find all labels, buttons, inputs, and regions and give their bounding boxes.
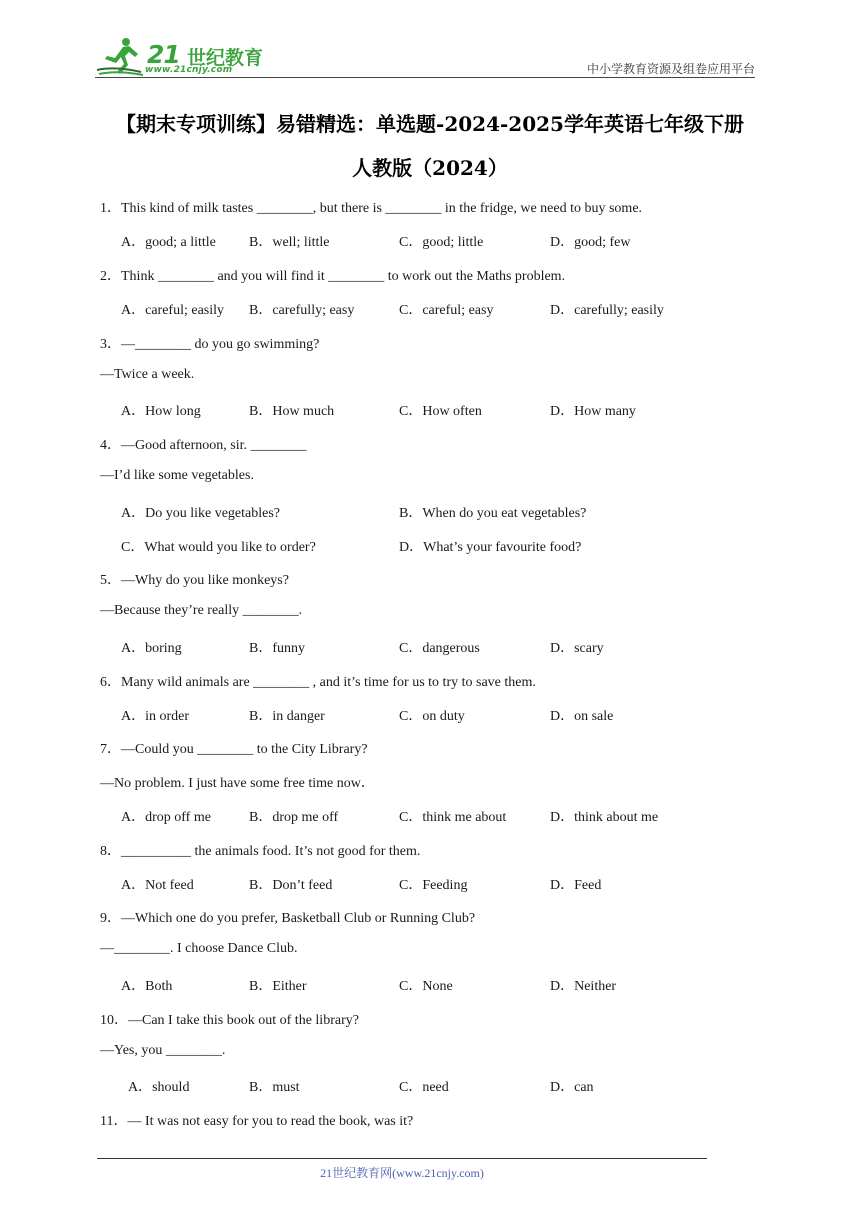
question-5-option-c: C．dangerous bbox=[399, 641, 480, 656]
question-6-option-c: C．on duty bbox=[399, 709, 465, 724]
footer-link[interactable]: 21世纪教育网(www.21cnjy.com) bbox=[320, 1166, 484, 1180]
question-2-option-c: C．careful; easy bbox=[399, 303, 494, 318]
question-1-stem: 1．This kind of milk tastes ________, but there is ________ in the fridge, we need to buy some. bbox=[100, 201, 643, 216]
question-5-dialogue: —Because they’re really ________. bbox=[100, 603, 303, 618]
runner-icon bbox=[95, 36, 147, 78]
question-6-stem: 6．Many wild animals are ________ , and it’s time for us to try to save them. bbox=[100, 675, 536, 690]
header-divider bbox=[95, 77, 755, 78]
question-8-option-b: B．Don’t feed bbox=[249, 878, 333, 893]
question-3-stem: 3．—________ do you go swimming? bbox=[100, 337, 320, 352]
page-header bbox=[95, 36, 755, 80]
question-9-dialogue: —________. I choose Dance Club. bbox=[100, 941, 298, 956]
question-7-option-d: D．think about me bbox=[550, 810, 659, 825]
question-10-stem: 10．—Can I take this book out of the library? bbox=[100, 1013, 359, 1028]
question-8-option-d: D．Feed bbox=[550, 878, 602, 893]
question-5-option-b: B．funny bbox=[249, 641, 305, 656]
document-title-line-2: 人教版（2024） bbox=[352, 156, 508, 180]
question-8-stem: 8．__________ the animals food. It’s not good for them. bbox=[100, 844, 421, 859]
question-6-option-a: A．in order bbox=[121, 709, 190, 724]
question-7-stem: 7．—Could you ________ to the City Library? bbox=[100, 742, 368, 757]
question-7-option-c: C．think me about bbox=[399, 810, 507, 825]
question-9-option-b: B．Either bbox=[249, 979, 307, 994]
question-8-option-c: C．Feeding bbox=[399, 878, 468, 893]
question-4-option-a: A．Do you like vegetables? bbox=[121, 506, 281, 521]
footer-divider bbox=[97, 1158, 707, 1159]
question-6-option-d: D．on sale bbox=[550, 709, 614, 724]
question-1-option-d: D．good; few bbox=[550, 235, 631, 250]
question-2-option-b: B．carefully; easy bbox=[249, 303, 355, 318]
question-4-option-b: B．When do you eat vegetables? bbox=[399, 506, 587, 521]
question-10-option-a: A．should bbox=[128, 1080, 190, 1095]
question-4-option-c: C．What would you like to order? bbox=[121, 540, 316, 555]
document-title-line-1: 【期末专项训练】易错精选：单选题-2024-2025学年英语七年级下册 bbox=[116, 112, 744, 136]
question-2-option-d: D．carefully; easily bbox=[550, 303, 664, 318]
question-1-option-b: B．well; little bbox=[249, 235, 330, 250]
question-4-stem: 4．—Good afternoon, sir. ________ bbox=[100, 438, 307, 453]
header-platform-text: 中小学教育资源及组卷应用平台 bbox=[586, 62, 755, 76]
question-5-option-a: A．boring bbox=[121, 641, 182, 656]
question-1-option-c: C．good; little bbox=[399, 235, 484, 250]
question-8-option-a: A．Not feed bbox=[121, 878, 194, 893]
question-7-dialogue: —No problem. I just have some free time now． bbox=[100, 776, 375, 791]
question-9-stem: 9．—Which one do you prefer, Basketball Club or Running Club? bbox=[100, 911, 476, 926]
site-logo[interactable] bbox=[95, 36, 265, 78]
question-1-option-a: A．good; a little bbox=[121, 235, 216, 250]
logo-number: 21 bbox=[147, 40, 180, 69]
question-5-option-d: D．scary bbox=[550, 641, 604, 656]
question-2-stem: 2．Think ________ and you will find it ________ to work out the Maths problem. bbox=[100, 269, 566, 284]
question-4-option-d: D．What’s your favourite food? bbox=[399, 540, 582, 555]
question-11-stem: 11．— It was not easy for you to read the book, was it? bbox=[100, 1114, 414, 1129]
question-10-option-c: C．need bbox=[399, 1080, 449, 1095]
question-3-option-d: D．How many bbox=[550, 404, 636, 419]
question-10-option-b: B．must bbox=[249, 1080, 300, 1095]
question-2-option-a: A．careful; easily bbox=[121, 303, 225, 318]
question-10-dialogue: —Yes, you ________. bbox=[100, 1043, 226, 1058]
question-9-option-a: A．Both bbox=[121, 979, 173, 994]
question-5-stem: 5．—Why do you like monkeys? bbox=[100, 573, 289, 588]
question-6-option-b: B．in danger bbox=[249, 709, 325, 724]
question-3-option-c: C．How often bbox=[399, 404, 482, 419]
question-7-option-a: A．drop off me bbox=[121, 810, 211, 825]
question-9-option-c: C．None bbox=[399, 979, 453, 994]
question-9-option-d: D．Neither bbox=[550, 979, 617, 994]
question-10-option-d: D．can bbox=[550, 1080, 594, 1095]
logo-url: www.21cnjy.com bbox=[145, 65, 233, 75]
question-7-option-b: B．drop me off bbox=[249, 810, 339, 825]
question-4-dialogue: —I’d like some vegetables. bbox=[100, 468, 254, 483]
question-3-option-a: A．How long bbox=[121, 404, 201, 419]
logo-chinese-name: 世纪教育 bbox=[187, 47, 264, 69]
question-3-option-b: B．How much bbox=[249, 404, 335, 419]
question-3-dialogue: —Twice a week. bbox=[100, 367, 195, 382]
